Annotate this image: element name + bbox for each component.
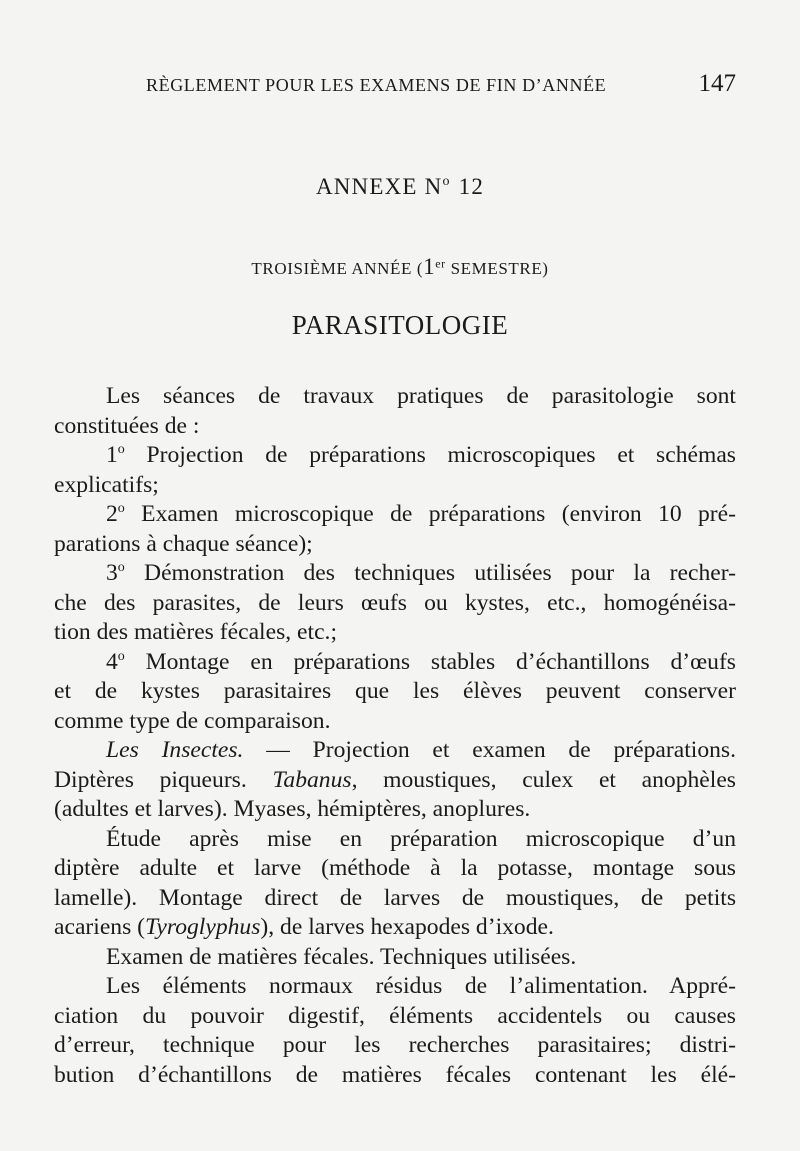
- paragraph-examen: [80, 943, 736, 973]
- item-number-sup: o: [117, 648, 125, 664]
- body-text: [54, 382, 736, 1090]
- italic-lead: Les Insectes.: [106, 737, 244, 763]
- line-rest: — Projection et examen de préparations.: [243, 737, 736, 763]
- text-line: lamelle). Montage direct de larves de moustiques, de petits: [54, 884, 736, 911]
- text-line: constituées de :: [54, 412, 200, 439]
- annex-number: 12: [458, 174, 485, 199]
- item-number: 2: [106, 501, 118, 527]
- line-part: , moustiques, culex et anophèles: [351, 766, 736, 793]
- text-line: [54, 913, 736, 943]
- text-line: [80, 736, 736, 766]
- text-line: [54, 766, 736, 796]
- text-line: [80, 441, 736, 471]
- year-heading-prefix: TROISIÈME ANNÉE (: [251, 259, 424, 278]
- text-line: [80, 559, 736, 589]
- text-line: parations à chaque séance);: [54, 530, 313, 557]
- year-heading-num: 1: [423, 254, 436, 279]
- paragraph-item-2: [54, 500, 736, 559]
- text-line: [80, 500, 736, 530]
- text-line: explicatifs;: [54, 471, 159, 498]
- year-heading-suffix: SEMESTRE): [445, 259, 549, 278]
- year-heading: [0, 254, 800, 280]
- annex-no-sup: o: [442, 174, 451, 190]
- year-heading-sup: er: [435, 256, 446, 271]
- annex-label: ANNEXE: [315, 174, 418, 199]
- text-line: diptère adulte et larve (méthode à la potasse, montage sous: [54, 855, 736, 881]
- italic-genus: Tabanus: [272, 766, 352, 793]
- item-number: 4: [106, 648, 118, 675]
- running-head: [146, 70, 736, 110]
- item-text: Projection de préparations microscopiques et schémas: [124, 442, 736, 468]
- text-line: Les éléments normaux résidus de l’alimentation. Appré-: [106, 973, 736, 999]
- item-number: 3: [106, 560, 118, 586]
- text-line: bution d’échantillons de matières fécales contenant les élé-: [54, 1061, 736, 1088]
- paragraph-etude: [54, 825, 736, 943]
- item-number: 1: [106, 442, 118, 468]
- text-line: ciation du pouvoir digestif, éléments accidentels ou causes: [54, 1002, 736, 1029]
- line-part: Diptères piqueurs.: [54, 766, 273, 793]
- text-line: Examen de matières fécales. Techniques utilisées.: [106, 943, 577, 970]
- subject-title: PARASITOLOGIE: [291, 310, 509, 340]
- annex-no: N: [424, 174, 443, 199]
- item-text: Démonstration des techniques utilisées pour la recher-: [124, 560, 736, 586]
- text-line: che des parasites, de leurs œufs ou kystes, etc., homogénéisa-: [54, 589, 736, 616]
- paragraph-elements: [54, 972, 736, 1090]
- page-number: 147: [698, 70, 736, 97]
- running-title: RÈGLEMENT POUR LES EXAMENS DE FIN D’ANNÉE: [146, 75, 607, 95]
- text-line: [80, 648, 736, 678]
- text-line: Les séances de travaux pratiques de parasitologie sont: [106, 383, 736, 409]
- item-text: Examen microscopique de préparations (environ 10 pré-: [124, 501, 736, 527]
- annex-title: [0, 174, 800, 200]
- text-line: Étude après mise en préparation microscopique d’un: [106, 825, 736, 852]
- line-part: ), de larves hexapodes d’ixode.: [260, 914, 554, 940]
- text-line: tion des matières fécales, etc.;: [54, 619, 337, 645]
- paragraph-item-4: [54, 648, 736, 737]
- text-line: (adultes et larves). Myases, hémiptères, anoplures.: [54, 796, 531, 822]
- paragraph-intro: [54, 382, 736, 441]
- line-part: acariens (: [54, 914, 146, 940]
- item-number-sup: o: [117, 501, 125, 517]
- paragraph-item-3: [54, 559, 736, 648]
- item-text: Montage en préparations stables d’échantillons d’œufs: [124, 648, 736, 675]
- italic-genus: Tyroglyphus: [145, 914, 261, 940]
- text-line: d’erreur, technique pour les recherches parasitaires; distri-: [54, 1032, 736, 1058]
- text-line: et de kystes parasitaires que les élèves peuvent conserver: [54, 678, 736, 704]
- paragraph-insectes: [54, 736, 736, 825]
- item-number-sup: o: [117, 560, 125, 576]
- text-line: comme type de comparaison.: [54, 707, 331, 734]
- paragraph-item-1: [54, 441, 736, 500]
- item-number-sup: o: [117, 442, 125, 458]
